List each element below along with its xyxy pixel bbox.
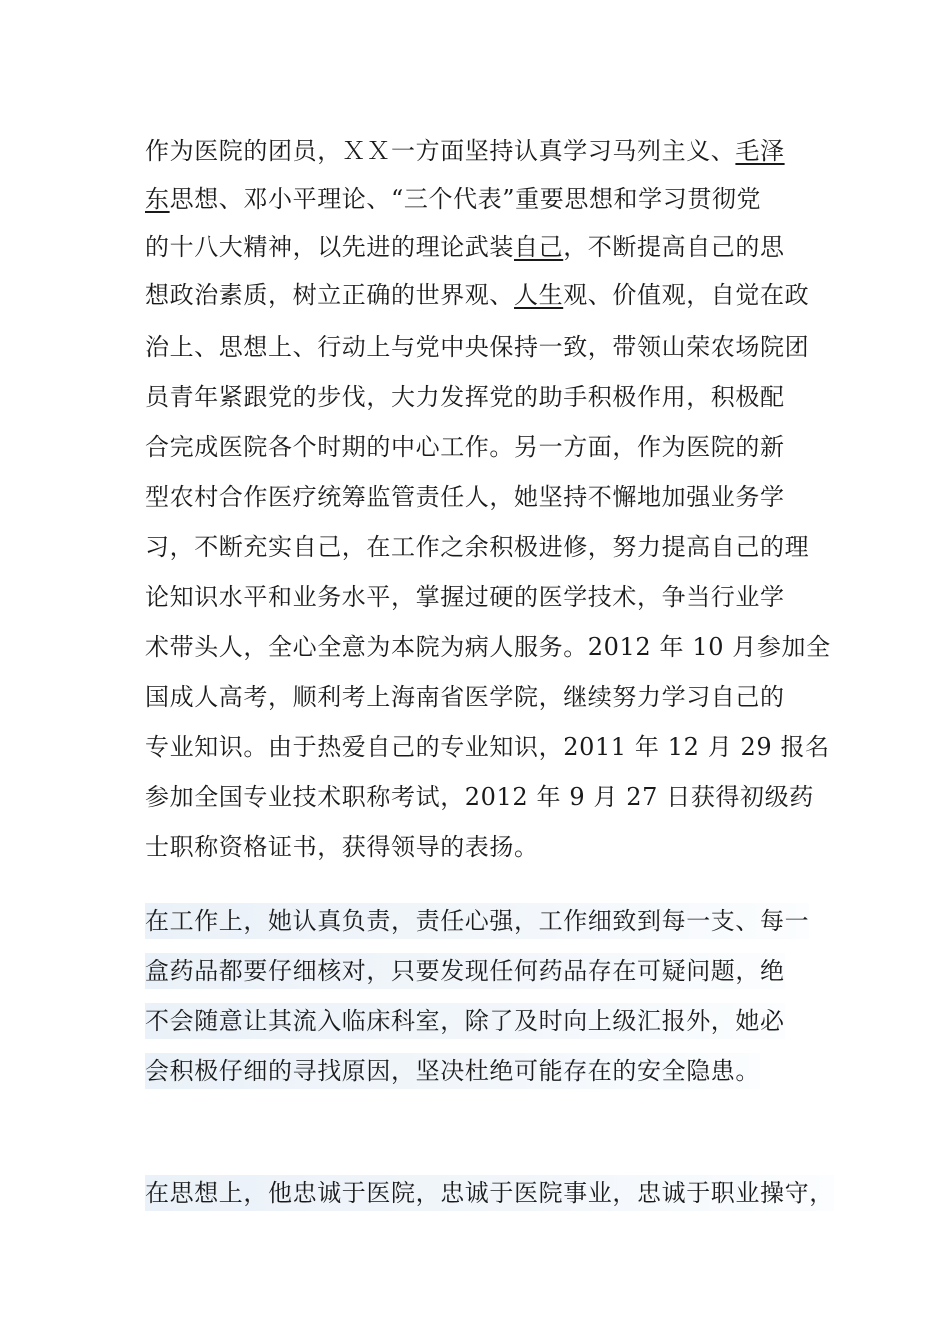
text-line: 会积极仔细的寻找原因，坚决杜绝可能存在的安全隐患。: [145, 1053, 760, 1089]
text-line: 专业知识。由于热爱自己的专业知识，2011 年 12 月 29 报名: [145, 733, 830, 761]
underlined-term: 自己: [514, 233, 564, 261]
underlined-term: 东: [145, 185, 170, 213]
text-line: 东思想、邓小平理论、“三个代表”重要思想和学习贯彻党: [145, 185, 762, 213]
text-line: 习，不断充实自己，在工作之余积极进修，努力提高自己的理: [145, 533, 810, 561]
text-line: 的十八大精神，以先进的理论武装自己，不断提高自己的思: [145, 233, 785, 261]
text-line: 合完成医院各个时期的中心工作。另一方面，作为医院的新: [145, 433, 785, 461]
text-line: 参加全国专业技术职称考试，2012 年 9 月 27 日获得初级药: [145, 783, 814, 811]
text-line: 论知识水平和业务水平，掌握过硬的医学技术，争当行业学: [145, 583, 785, 611]
text-line: 盒药品都要仔细核对，只要发现任何药品存在可疑问题，绝: [145, 953, 785, 989]
underlined-term: 人生: [514, 281, 564, 309]
text-line: 作为医院的团员，ＸＸ一方面坚持认真学习马列主义、毛泽: [145, 137, 785, 165]
text-line: 不会随意让其流入临床科室，除了及时向上级汇报外，她必: [145, 1003, 785, 1039]
text-line: 型农村合作医疗统筹监管责任人，她坚持不懈地加强业务学: [145, 483, 785, 511]
text-line: 术带头人，全心全意为本院为病人服务。2012 年 10 月参加全: [145, 633, 831, 661]
text-line: 士职称资格证书，获得领导的表扬。: [145, 833, 539, 861]
underlined-term: 毛泽: [735, 137, 785, 165]
text-line: 在思想上，他忠诚于医院，忠诚于医院事业，忠诚于职业操守，: [145, 1175, 834, 1211]
text-line: 国成人高考，顺利考上海南省医学院，继续努力学习自己的: [145, 683, 785, 711]
text-line: 员青年紧跟党的步伐，大力发挥党的助手积极作用，积极配: [145, 383, 785, 411]
text-line: 在工作上，她认真负责，责任心强，工作细致到每一支、每一: [145, 903, 809, 939]
text-line: 治上、思想上、行动上与党中央保持一致，带领山荣农场院团: [145, 333, 810, 361]
text-line: 想政治素质，树立正确的世界观、人生观、价值观，自觉在政: [145, 281, 810, 309]
